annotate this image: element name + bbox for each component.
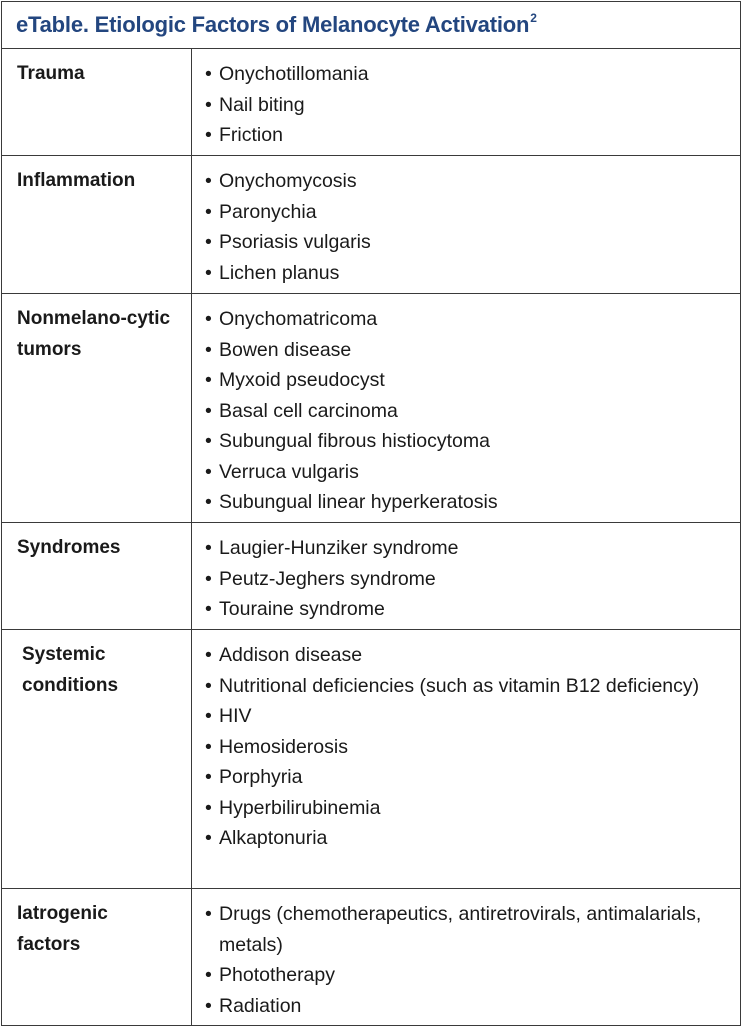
list-item: • Basal cell carcinoma: [205, 396, 730, 427]
bullet-icon: •: [205, 460, 212, 483]
bullet-icon: •: [205, 430, 212, 452]
list-item: • Subungual fibrous histiocytoma: [205, 426, 730, 457]
list-item: • Myxoid pseudocyst: [205, 365, 730, 396]
list-item: • Hyperbilirubinemia: [205, 793, 730, 824]
bullet-icon: •: [205, 231, 212, 253]
factor-list: [192, 294, 740, 522]
category-cell: Syndromes: [2, 523, 192, 629]
table-row: [2, 889, 740, 1025]
table-row: [2, 156, 740, 294]
bullet-icon: •: [205, 705, 212, 727]
category-cell: Trauma: [2, 49, 192, 155]
bullet-icon: •: [205, 644, 212, 666]
list-item: • Onychomycosis: [205, 166, 730, 197]
bullet-icon: •: [205, 200, 212, 223]
bullet-icon: •: [205, 796, 212, 819]
list-item: • Drugs (chemotherapeutics, antiretrovirals, antimalarials, metals): [205, 899, 730, 960]
bullet-icon: •: [205, 399, 212, 422]
table-title-text: eTable. Etiologic Factors of Melanocyte Activation: [16, 12, 530, 37]
bullet-icon: •: [205, 766, 212, 788]
bullet-icon: •: [205, 674, 212, 697]
list-item: • Hemosiderosis: [205, 732, 730, 763]
bullet-icon: •: [205, 124, 212, 146]
factor-list: [192, 889, 740, 1025]
table-row: [2, 630, 740, 889]
bullet-icon: •: [205, 567, 212, 590]
bullet-icon: •: [205, 994, 212, 1017]
bullet-icon: •: [205, 903, 212, 925]
bullet-icon: •: [205, 537, 212, 559]
category-cell: Iatrogenic factors: [2, 889, 192, 1025]
list-item: • Friction: [205, 120, 730, 151]
list-item: • Porphyria: [205, 762, 730, 793]
list-item: • Peutz-Jeghers syndrome: [205, 564, 730, 595]
factor-list: [192, 630, 740, 888]
list-item: • Onychotillomania: [205, 59, 730, 90]
bullet-icon: •: [205, 827, 212, 849]
list-item: • Alkaptonuria: [205, 823, 730, 854]
bullet-icon: •: [205, 93, 212, 116]
table-row: [2, 294, 740, 523]
list-item: • HIV: [205, 701, 730, 732]
list-item: • Radiation: [205, 991, 730, 1022]
list-item: • Verruca vulgaris: [205, 457, 730, 488]
category-cell: Nonmelano-cytic tumors: [2, 294, 192, 522]
list-item: • Nutritional deficiencies (such as vitamin B12 deficiency): [205, 671, 730, 702]
list-item: • Phototherapy: [205, 960, 730, 991]
bullet-icon: •: [205, 598, 212, 620]
bullet-icon: •: [205, 338, 212, 361]
list-item: • Subungual linear hyperkeratosis: [205, 487, 730, 518]
list-item: • Paronychia: [205, 197, 730, 228]
table-header: [2, 2, 740, 49]
list-item: • Addison disease: [205, 640, 730, 671]
bullet-icon: •: [205, 369, 212, 391]
bullet-icon: •: [205, 63, 212, 85]
list-item: • Lichen planus: [205, 258, 730, 289]
list-item: • Bowen disease: [205, 335, 730, 366]
etiologic-factors-table: [1, 1, 741, 1026]
bullet-icon: •: [205, 261, 212, 284]
factor-list: [192, 156, 740, 293]
bullet-icon: •: [205, 491, 212, 513]
list-item: • Laugier-Hunziker syndrome: [205, 533, 730, 564]
category-cell: Systemic conditions: [2, 630, 192, 888]
bullet-icon: •: [205, 308, 212, 330]
bullet-icon: •: [205, 170, 212, 192]
bullet-icon: •: [205, 735, 212, 758]
list-item: • Psoriasis vulgaris: [205, 227, 730, 258]
table-title: [16, 12, 537, 38]
list-item: • Onychomatricoma: [205, 304, 730, 335]
title-reference-superscript: 2: [530, 10, 537, 25]
bullet-icon: •: [205, 964, 212, 986]
list-item: • Nail biting: [205, 90, 730, 121]
table-row: [2, 523, 740, 630]
factor-list: [192, 523, 740, 629]
table-row: [2, 49, 740, 156]
list-item: • Touraine syndrome: [205, 594, 730, 625]
factor-list: [192, 49, 740, 155]
category-cell: Inflammation: [2, 156, 192, 293]
